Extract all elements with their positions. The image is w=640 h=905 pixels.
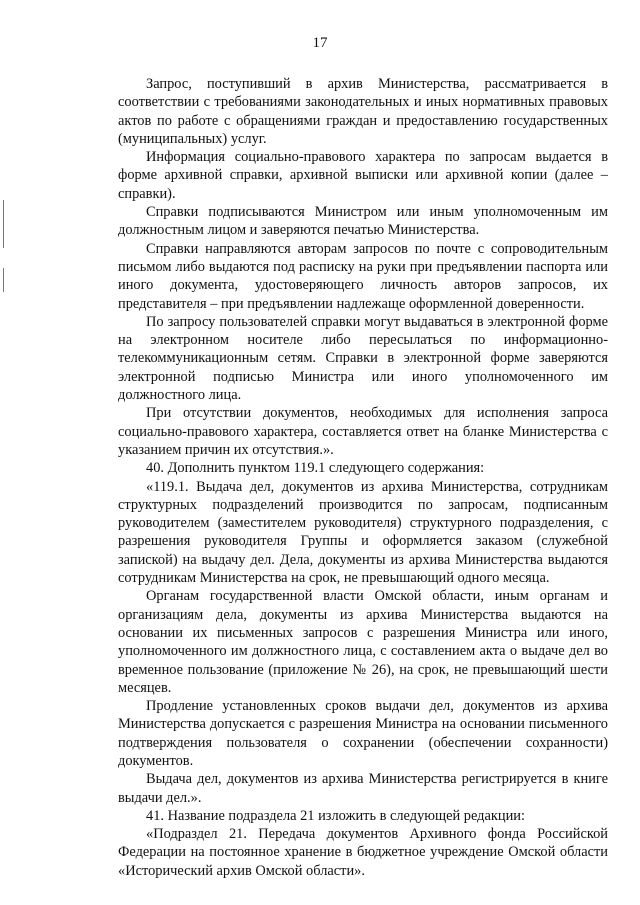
paragraph: Запрос, поступивший в архив Министерства, рассматривается в соответствии с требованиями законодательных и иных нормативных правовых актов по работе с обращениями граждан и предоставлению государственных (муниципальных) услуг. [118, 76, 608, 147]
paragraph: Информация социально-правового характера по запросам выдается в форме архивной справки, архивной выписки или архивной копии (далее – справки). [118, 149, 608, 202]
paragraph: Продление установленных сроков выдачи дел, документов из архива Министерства допускается с разрешения Министра на основании письменного подтверждения пользователя о сохранении (обеспечении сохранности) документов. [118, 698, 608, 769]
paragraph: Органам государственной власти Омской области, иным органам и организациям дела, документы из архива Министерства выдаются на основании их письменных запросов с разрешения Министра или иного, уполномоченного им должностного лица, с составлением акта о выдаче дел во временное пользование (приложение № 26), на срок, не превышающий шести месяцев. [118, 588, 608, 696]
paragraph: Справки подписываются Министром или иным уполномоченным им должностным лицом и заверяются печатью Министерства. [118, 204, 608, 239]
left-margin-mark [3, 200, 4, 248]
document-body [118, 75, 608, 880]
page-number: 17 [312, 35, 328, 51]
paragraph: По запросу пользователей справки могут выдаваться в электронной форме на электронном носителе либо пересылаться по информационно-телекоммуникационным сетям. Справки в электронной форме заверяются электронной подписью Министра или иного уполномоченного им должностного лица. [118, 313, 608, 404]
paragraph: «Подраздел 21. Передача документов Архивного фонда Российской Федерации на постоянное хранение в бюджетное учреждение Омской области «Исторический архив Омской области». [118, 826, 608, 879]
left-margin-mark [3, 268, 4, 292]
paragraph: Выдача дел, документов из архива Министерства регистрируется в книге выдачи дел.». [118, 771, 608, 806]
paragraph: 41. Название подраздела 21 изложить в следующей редакции: [146, 807, 525, 824]
paragraph: При отсутствии документов, необходимых для исполнения запроса социально-правового характера, составляется ответ на бланке Министерства с указанием причин их отсутствия.». [118, 405, 608, 458]
paragraph: 40. Дополнить пунктом 119.1 следующего содержания: [146, 460, 485, 477]
paragraph: Справки направляются авторам запросов по почте с сопроводительным письмом либо выдаются под расписку на руки при предъявлении паспорта или иного документа, удостоверяющего личность авторов запросов, их представителя – при предъявлении надлежаще оформленной доверенности. [118, 240, 608, 312]
paragraph: «119.1. Выдача дел, документов из архива Министерства, сотрудникам структурных подразделений производится по запросам, подписанным руководителем (заместителем руководителя) структурного подразделения, с разрешения руководителя Группы и оформляется заказом (служебной запиской) на выдачу дел. Дела, документы из архива Министерства выдаются сотрудникам Министерства на срок, не превышающий одного месяца. [118, 478, 608, 587]
